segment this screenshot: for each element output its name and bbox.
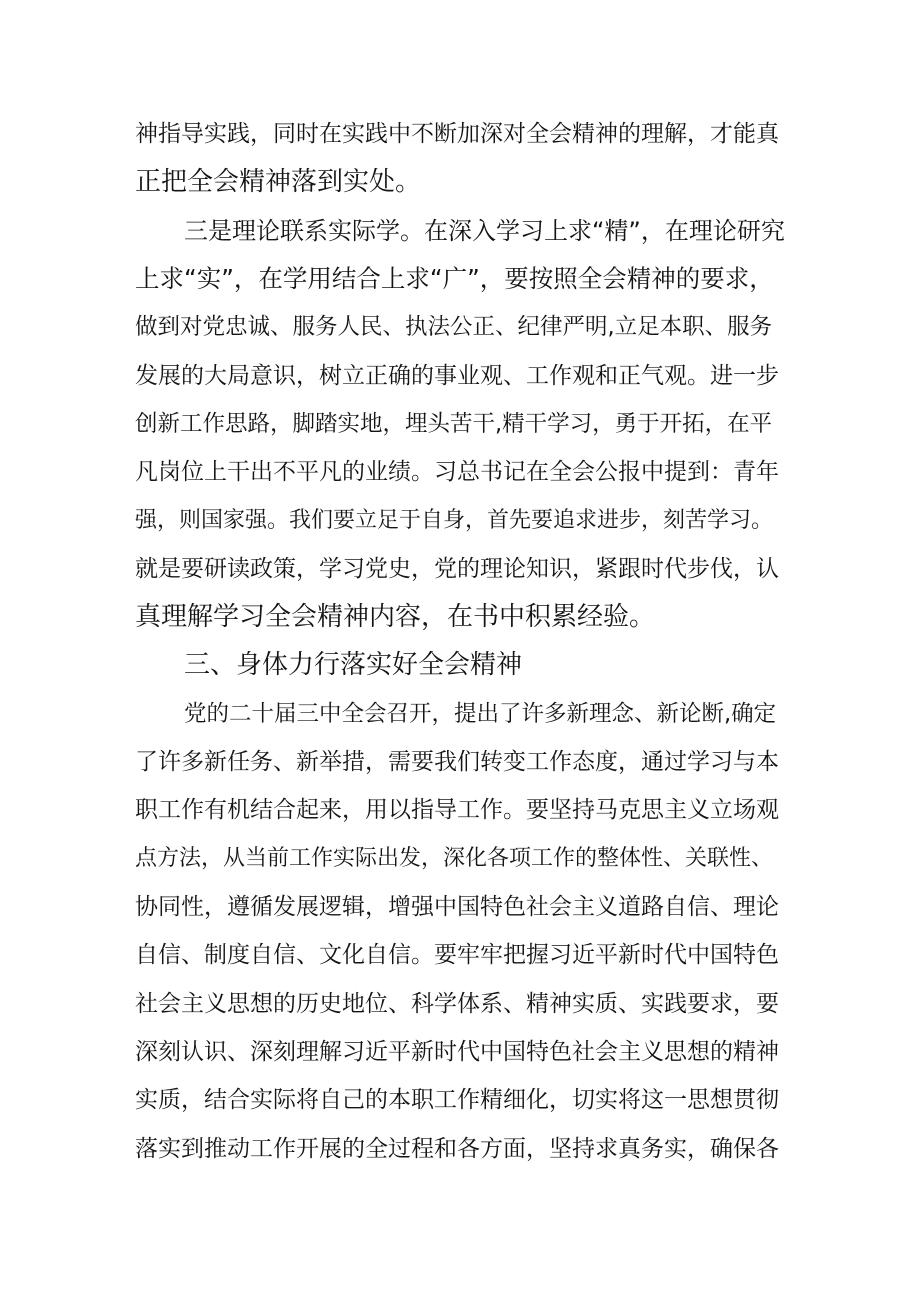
text-line: 了许多新任务、新举措，需要我们转变工作态度，通过学习与本 [135, 749, 779, 775]
text-line: 凡岗位上干出不平凡的业绩。习总书记在全会公报中提到：青年 [135, 459, 779, 485]
text-line: 创新工作思路，脚踏实地，埋头苦干,精干学习，勇于开拓，在平 [135, 411, 773, 437]
text-line: 做到对党忠诚、服务人民、执法公正、纪律严明,立足本职、服务 [135, 314, 773, 340]
text-line: 发展的大局意识，树立正确的事业观、工作观和正气观。进一步 [135, 363, 779, 389]
text-line: 强，则国家强。我们要立足于自身，首先要追求进步，刻苦学习。 [135, 508, 774, 533]
text-line: 深刻认识、深刻理解习近平新时代中国特色社会主义思想的精神 [135, 1039, 779, 1065]
text-line: 就是要研读政策，学习党史，党的理论知识，紧跟时代步伐，认 [135, 556, 779, 582]
text-line: 自信、制度自信、文化自信。要牢牢把握习近平新时代中国特色 [135, 942, 779, 968]
text-line: 点方法，从当前工作实际出发，深化各项工作的整体性、关联性、 [135, 846, 774, 871]
text-line: 神指导实践，同时在实践中不断加深对全会精神的理解，才能真 [135, 121, 779, 147]
text-line: 社会主义思想的历史地位、科学体系、精神实质、实践要求，要 [135, 991, 779, 1017]
text-line: 上求“实”，在学用结合上求“广”，要按照全会精神的要求， [135, 264, 774, 293]
text-line: 正把全会精神落到实处。 [135, 167, 422, 197]
paragraph-heading-text: 三是理论联系实际学。在深入学习上求“精”，在理论研究 [184, 217, 785, 245]
text-line: 实质，结合实际将自己的本职工作精细化，切实将这一思想贯彻 [135, 1087, 779, 1113]
text-line: 落实到推动工作开展的全过程和各方面，坚持求真务实，确保各 [135, 1136, 779, 1162]
section-heading: 三、身体力行落实好全会精神 [184, 650, 523, 680]
text-line: 协同性，遵循发展逻辑，增强中国特色社会主义道路自信、理论 [135, 894, 779, 920]
text-line: 真理解学习全会精神内容，在书中积累经验。 [135, 602, 656, 632]
text-line: 职工作有机结合起来，用以指导工作。要坚持马克思主义立场观 [135, 797, 779, 823]
text-line: 党的二十届三中全会召开，提出了许多新理念、新论断,确定 [184, 701, 777, 727]
